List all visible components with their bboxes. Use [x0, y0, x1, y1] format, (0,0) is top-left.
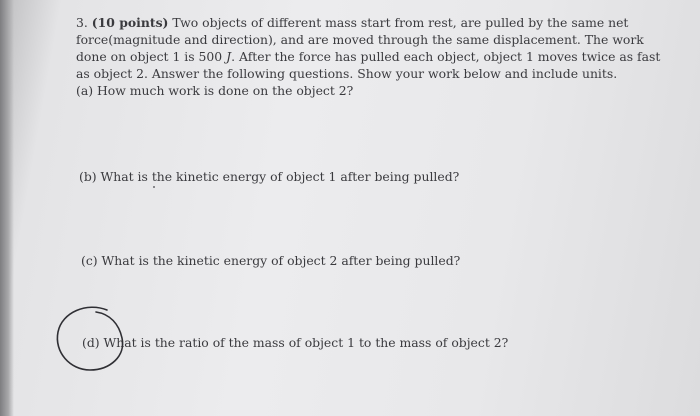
- intro-text-3: done on object 1 is 500: [76, 49, 227, 64]
- question-a: (a) How much work is done on the object 2?: [76, 83, 354, 98]
- hand-drawn-circle-annotation: [52, 302, 132, 377]
- problem-number: 3.: [76, 15, 88, 30]
- intro-text-1: Two objects of different mass start from rest, are pulled by the same net: [168, 15, 629, 30]
- intro-line-4: as object 2. Answer the following questions. Show your work below and include units.: [76, 66, 618, 81]
- question-d: (d) What is the ratio of the mass of object 1 to the mass of object 2?: [82, 335, 509, 350]
- question-b: (b) What is the kinetic energy of object 1 after being pulled?: [79, 169, 460, 184]
- intro-line-2: force(magnitude and direction), and are moved through the same displacement. The work: [76, 32, 644, 47]
- problem-intro: [76, 14, 661, 99]
- intro-line-1: [76, 14, 656, 31]
- intro-line-3: [76, 48, 661, 65]
- question-c: (c) What is the kinetic energy of object 2 after being pulled?: [81, 253, 461, 268]
- unit-joule: J: [226, 49, 232, 64]
- page-shadow-edge: [0, 0, 14, 416]
- pen-dot-mark: [153, 186, 155, 188]
- intro-text-3-rest: . After the force has pulled each object, object 1 moves twice as fast: [231, 49, 661, 64]
- problem-points: (10 points): [91, 15, 169, 30]
